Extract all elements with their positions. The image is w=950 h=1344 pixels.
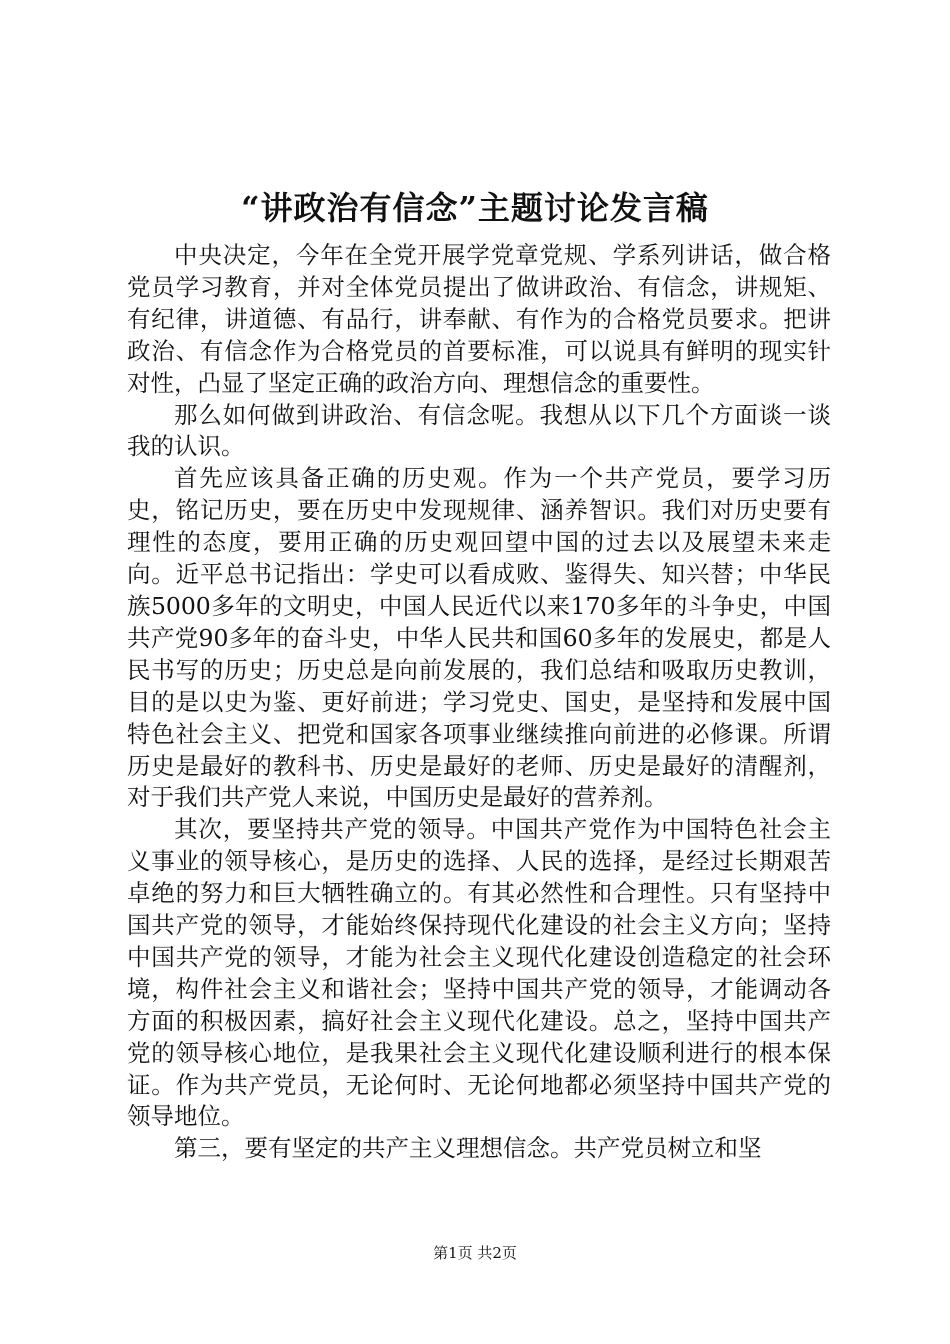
paragraph-4: 其次，要坚持共产党的领导。中国共产党作为中国特色社会主义事业的领导核心，是历史的选择、人民的选择，是经过长期艰苦卓绝的努力和巨大牺牲确立的。有其必然性和合理性。只有坚持中国共产党的领导，才能始终保持现代化建设的社会主义方向；坚持中国共产党的领导，才能为社会主义现代化建设创造稳定的社会环境，构件社会主义和谐社会；坚持中国共产党的领导，才能调动各方面的积极因素，搞好社会主义现代化建设。总之，坚持中国共产党的领导核心地位，是我果社会主义现代化建设顺利进行的根本保证。作为共产党员，无论何时、无论何地都必须坚持中国共产党的领导地位。 xyxy=(127,815,831,1131)
paragraph-2: 那么如何做到讲政治、有信念呢。我想从以下几个方面谈一谈我的认识。 xyxy=(127,400,831,461)
paragraph-5: 第三，要有坚定的共产主义理想信念。共产党员树立和坚 xyxy=(174,1134,762,1163)
paragraph-3: 首先应该具备正确的历史观。作为一个共产党员，要学习历史，铭记历史，要在历史中发现规律、涵养智识。我们对历史要有理性的态度，要用正确的历史观回望中国的过去以及展望未来走向。近平总书记指出：学史可以看成败、鉴得失、知兴替；中华民族5000多年的文明史，中国人民近代以来170多年的斗争史，中国共产党90多年的奋斗史，中华人民共和国60多年的发展史，都是人民书写的历史；历史总是向前发展的，我们总结和吸取历史教训，目的是以史为鉴、更好前进；学习党史、国史，是坚持和发展中国特色社会主义、把党和国家各项事业继续推向前进的必修课。所谓历史是最好的教科书、历史是最好的老师、历史是最好的清醒剂，对于我们共产党人来说，中国历史是最好的营养剂。 xyxy=(127,464,831,812)
document-body xyxy=(127,240,831,1165)
paragraph-1: 中央决定，今年在全党开展学党章党规、学系列讲话，做合格党员学习教育，并对全体党员提出了做讲政治、有信念，讲规矩、有纪律，讲道德、有品行，讲奉献、有作为的合格党员要求。把讲政治、有信念作为合格党员的首要标准，可以说具有鲜明的现实针对性，凸显了坚定正确的政治方向、理想信念的重要性。 xyxy=(127,241,831,397)
page-footer: 第1页 共2页 xyxy=(433,1244,517,1262)
document-title: “讲政治有信念”主题讨论发言稿 xyxy=(241,189,709,227)
